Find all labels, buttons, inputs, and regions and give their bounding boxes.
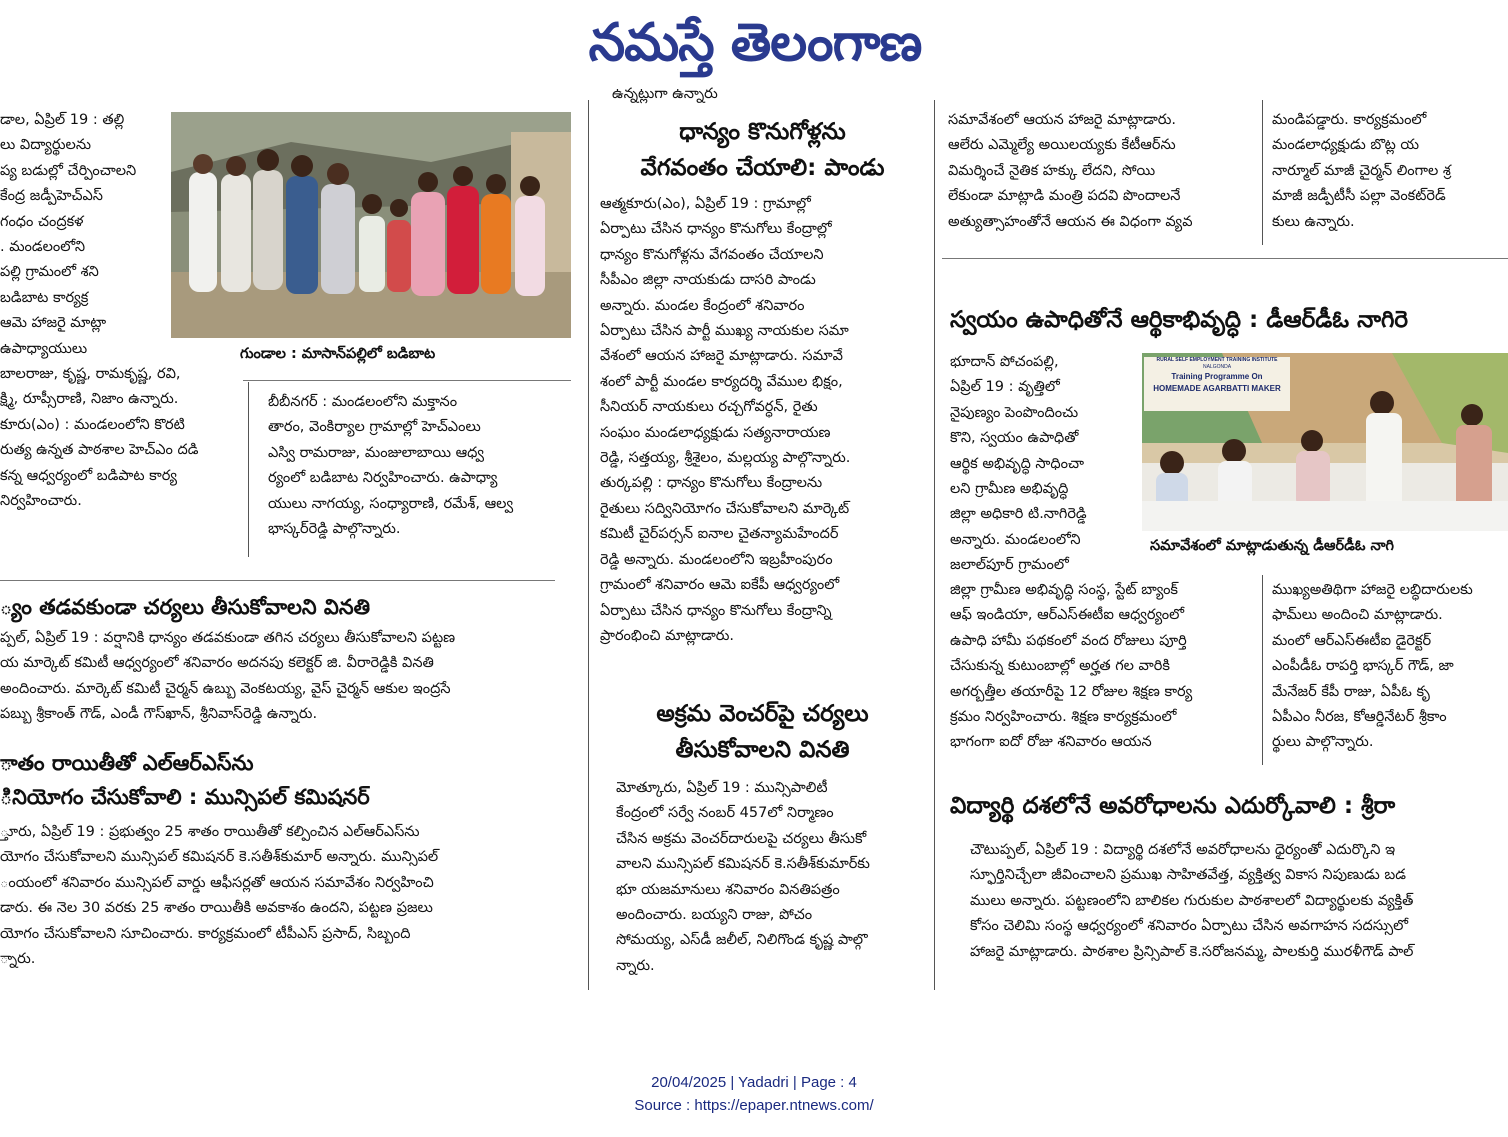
text-line: లని గ్రామీణ అభివృద్ధి — [950, 481, 1069, 498]
col1-story2-headline: ్యం తడవకుండా చర్యలు తీసుకోవాలని వినతి — [0, 595, 371, 619]
col2-story2-headline-1: అక్రమ వెంచర్‌పై చర్యలు — [656, 701, 869, 727]
caption-underline — [243, 380, 571, 381]
col3-divider-1 — [942, 258, 1508, 259]
text-line: ఏర్పాటు చేసిన పార్టీ ముఖ్య నాయకుల సమా — [600, 323, 849, 340]
text-line: మేనేజర్ కేపీ రాజు, ఏపీఓ కృ — [1272, 683, 1430, 700]
col2-story2-text — [600, 776, 925, 979]
training-banner — [1146, 357, 1288, 411]
text-line: మండలాధ్యక్షుడు బొట్ల య — [1272, 137, 1420, 154]
text-line: రెడ్డి, సత్తయ్య, శ్రీశైలం, మల్లయ్య పాల్గొన్నారు. — [600, 450, 851, 467]
col3-topB — [1272, 108, 1508, 248]
col3-story1b-text — [950, 578, 1262, 756]
col2-story1 — [600, 114, 925, 694]
text-line: ర్థులు పాల్గొన్నారు. — [1272, 734, 1374, 751]
col2-top-fragment-text: ఉన్నట్లుగా ఉన్నారు — [612, 86, 718, 102]
text-line: ఏర్పాటు చేసిన ధాన్యం కొనుగోలు కేంద్రాన్ని — [600, 602, 832, 619]
col3-story1c-text — [1272, 578, 1508, 756]
col1-story3-headline-2: ినియోగం చేసుకోవాలి : మున్సిపల్ కమిషనర్ — [0, 785, 370, 809]
text-line: ప్పల్, ఏప్రిల్ 19 : వర్షానికి ధాన్యం తడవకుండా తగిన చర్యలు తీసుకోవాలని పట్టణ — [0, 630, 456, 646]
text-line: డాల, ఏప్రిల్ 19 : తల్లి — [0, 112, 125, 128]
text-line: మాజీ జడ్పీటీసీ పల్లా వెంకట్‌రెడ్ — [1272, 188, 1446, 205]
text-line: క్ష్మి, రూప్సీరాణి, నిజాం ఉన్నారు. — [0, 391, 179, 408]
banner-line-2: NALGONDA — [1202, 364, 1232, 370]
text-line: రుత్య ఉన్నత పాఠశాల హెచ్ఎం దడి — [0, 442, 199, 459]
text-line: అత్యుత్సాహంతోనే ఆయన ఈ విధంగా వ్యవ — [948, 213, 1193, 230]
text-line: కూరు(ఎం) : మండలంలోని కొరటి — [0, 416, 185, 433]
text-line: సీపీఎం జిల్లా నాయకుడు దాసరి పాండు — [600, 272, 816, 289]
column-divider-1 — [588, 100, 589, 990]
text-line: ఏపీఎం నీరజ, కోఆర్డినేటర్ శ్రీకాం — [1272, 709, 1447, 726]
text-line: చౌటుప్పల్, ఏప్రిల్ 19 : విద్యార్థి దశలోనే అవరోధాలను ధైర్యంతో ఎదుర్కొని ఇ — [970, 842, 1396, 858]
text-line: భూదాన్ పోచంపల్లి, — [950, 354, 1059, 370]
col1-story3 — [0, 746, 580, 996]
text-line: పల్లి గ్రామంలో శని — [0, 264, 99, 281]
col2-story2-headline-2: తీసుకోవాలని వినతి — [675, 737, 850, 763]
text-line: నార్మూల్ మాజీ చైర్మన్ లింగాల శ్ర — [1272, 162, 1451, 179]
text-line: ఎస్వి రామరాజు, మంజులాబాయి ఆధ్వ — [268, 444, 484, 461]
text-line: ్నారు. — [0, 951, 36, 968]
column-divider-2 — [934, 100, 935, 990]
col3-topB-text — [1272, 108, 1508, 235]
col1-story1-text — [0, 108, 199, 515]
col2-story1-text — [600, 192, 925, 649]
col3-story1-headline-wrap — [950, 302, 1508, 342]
col1-inner-divider — [248, 382, 249, 557]
text-line: కేంద్ర జడ్పీహెచ్ఎస్ — [0, 188, 103, 205]
col3-story1 — [950, 350, 1142, 580]
text-line: నిర్వహించారు. — [0, 493, 82, 510]
text-line: ముఖ్యఅతిథిగా హాజరై లబ్ధిదారులకు — [1272, 582, 1473, 598]
col3-story1b — [950, 578, 1262, 768]
text-line: లేకుండా మాట్లాడి మంత్రి పదవి పొందాలనే — [948, 188, 1181, 205]
masthead-title: నమస్తే తెలంగాణ — [588, 13, 922, 73]
text-line: అందించారు. బయ్యని రాజు, పోచం — [616, 907, 813, 924]
col2-story1-headline-2: వేగవంతం చేయాలి: పాండు — [640, 155, 885, 181]
text-line: అగర్బత్తీల తయారీపై 12 రోజుల శిక్షణ కార్య — [950, 683, 1193, 700]
text-line: జిల్లా అధికారి టి.నాగిరెడ్డి — [950, 506, 1087, 523]
text-line: సమావేశంలో ఆయన హాజరై మాట్లాడారు. — [948, 112, 1176, 128]
col3-topA — [948, 108, 1260, 248]
col1-story3-headline-1: ాతం రాయితీతో ఎల్ఆర్ఎస్‌ను — [0, 751, 254, 775]
text-line: ంయంలో శనివారం మున్సిపల్ వార్డు ఆఫీసర్లతో ఆయన సమావేశం నిర్వహించి — [0, 874, 434, 891]
text-line: యోగం చేసుకోవాలని సూచించారు. కార్యక్రమంలో టీపీఎస్ ప్రసాద్, సిబ్బంది — [0, 925, 411, 942]
text-line: తారం, వెంకిర్యాల గ్రామాల్లో హెచ్ఎంలు — [268, 419, 481, 436]
text-line: సంఘం మండలాధ్యక్షుడు సత్యనారాయణ — [600, 424, 831, 441]
text-line: ధాన్యం కొనుగోళ్లను వేగవంతం చేయాలని — [600, 246, 824, 263]
banner-line-1: RURAL SELF EMPLOYMENT TRAINING INSTITUTE — [1156, 357, 1278, 363]
photo-rseti-training — [1142, 353, 1508, 531]
col1-divider-1 — [0, 580, 555, 581]
text-line: ఏర్పాటు చేసిన ధాన్యం కొనుగోలు కేంద్రాల్లో — [600, 221, 832, 238]
text-line: మోత్కూరు, ఏప్రిల్ 19 : మున్సిపాలిటీ — [616, 780, 828, 796]
text-line: ఆర్థిక అభివృద్ధి సాధించా — [950, 455, 1084, 472]
col2-story1-headline-1: ధాన్యం కొనుగోళ్లను — [679, 119, 846, 145]
footer-source: Source : https://epaper.ntnews.com/ — [634, 1097, 874, 1114]
text-line: రైతులు సద్వినియోగం చేసుకోవాలని మార్కెట్ — [600, 500, 850, 517]
text-line: బాలరాజు, కృష్ణ, రామకృష్ణ, రవి, — [0, 366, 181, 383]
col1-story2-text — [0, 626, 580, 728]
text-line: ములు అన్నారు. పట్టణంలోని బాలికల గురుకుల పాఠశాలలో విద్యార్థులకు వ్యక్తిత్ — [970, 892, 1414, 909]
photo-caption-gundala: గుండాల : మాసాన్‌పల్లిలో బడిబాట — [240, 346, 436, 362]
text-line: మండిపడ్డారు. కార్యక్రమంలో — [1272, 112, 1427, 128]
text-line: గంధం చంద్రకళ — [0, 213, 84, 230]
text-line: ఏప్రిల్ 19 : వృత్తిలో — [950, 379, 1060, 396]
text-line: అందించారు. మార్కెట్ కమిటీ చైర్మన్ ఉబ్బు వెంకటయ్య, వైస్ చైర్మన్ ఆకుల ఇంద్రసే — [0, 680, 451, 697]
text-line: . మండలంలోని — [0, 239, 86, 256]
text-line: కమిటీ చైర్‌పర్సన్ ఐనాల చైతన్యామహేందర్ — [600, 526, 839, 543]
text-line: శంలో పార్టీ మండల కార్యదర్శి వేముల భిక్షం, — [600, 373, 843, 390]
text-line: ఫామ్‌లు అందించి మాట్లాడారు. — [1272, 607, 1443, 624]
text-line: గ్రామంలో శనివారం ఆమె ఐకేపీ ఆధ్వర్యంలో — [600, 577, 840, 594]
text-line: వాలని మున్సిపల్ కమిషనర్ కె.సతీశ్‌కుమార్‌కు — [616, 856, 870, 873]
text-line: సోమయ్య, ఎస్‌డీ జలీల్, నిలిగొండ కృష్ణ పాల్గొ — [616, 932, 868, 949]
text-line: నైపుణ్యం పెంపొందించు — [950, 404, 1079, 421]
col1-bibinagar-text — [268, 390, 578, 542]
text-line: ్తూరు, ఏప్రిల్ 19 : ప్రభుత్వం 25 శాతం రాయితీతో కల్పించిన ఎల్ఆర్ఎస్‌ను — [0, 824, 420, 840]
col3-story1-headline: స్వయం ఉపాధితోనే ఆర్థికాభివృద్ధి : డీఆర్‌డీఓ నాగిరె — [950, 307, 1409, 333]
text-line: పబ్బు శ్రీకాంత్ గౌడ్, ఎండీ గౌస్‌ఖాన్, శ్రీనివాస్‌రెడ్డి ఉన్నారు. — [0, 706, 318, 723]
text-line: కులు ఉన్నారు. — [1272, 213, 1355, 230]
text-line: ఆఫ్ ఇండియా, ఆర్ఎస్ఈటీఐ ఆధ్వర్యంలో — [950, 607, 1185, 624]
text-line: జలాల్‌పూర్ గ్రామంలో — [950, 557, 1069, 574]
text-line: బీబీనగర్ : మండలంలోని మక్తానం — [268, 394, 458, 410]
col1-story3-text — [0, 820, 580, 972]
col3-mid-divider — [1262, 575, 1263, 765]
col1-story2 — [0, 590, 580, 740]
text-line: కన్న ఆధ్వర్యంలో బడిపాట కార్య — [0, 467, 177, 484]
text-line: స్ఫూర్తినిచ్చేలా జీవించాలని ప్రముఖ సాహితవేత్త, వ్యక్తిత్వ వికాస నిపుణుడు బడ — [970, 867, 1407, 884]
text-line: అన్నారు. మండలంలోని — [950, 531, 1081, 548]
col2-top-fragment — [612, 86, 752, 108]
col1-story1 — [0, 108, 199, 568]
text-line: హాజరై మాట్లాడారు. పాఠశాల ప్రిన్సిపాల్ కె.సరోజనమ్మ, పాలకుర్తి మురళీగౌడ్ పాల్ — [970, 943, 1414, 960]
text-line: కొని, స్వయం ఉపాధితో — [950, 430, 1079, 447]
text-line: క్రమం నిర్వహించారు. శిక్షణ కార్యక్రమంలో — [950, 709, 1177, 726]
text-line: చేసుకున్న కుటుంబాల్లో అర్హత గల వారికి — [950, 658, 1170, 675]
text-line: ఎంపీడీఓ రాపర్తి భాస్కర్ గౌడ్, జా — [1272, 658, 1454, 675]
col3-photo-caption-wrap — [1150, 538, 1508, 562]
text-line: ఆమె హాజరై మాట్లా — [0, 315, 107, 332]
col3-story2-text — [950, 838, 1508, 965]
text-line: వేశంలో ఆయన హాజరై మాట్లాడారు. సమావే — [600, 348, 843, 365]
banner-line-3: Training Programme On — [1171, 372, 1263, 381]
col3-story2-headline: విద్యార్థి దశలోనే అవరోధాలను ఎదుర్కోవాలి : శ్రీరా — [950, 793, 1396, 819]
footer-date-edition: 20/04/2025 | Yadadri | Page : 4 — [651, 1074, 857, 1091]
text-line: భాగంగా ఐదో రోజు శనివారం ఆయన — [950, 734, 1152, 751]
text-line: ఉపాధి హామీ పథకంలో వంద రోజులు పూర్తి — [950, 632, 1187, 649]
text-line: బడిబాట కార్యక్ర — [0, 289, 89, 306]
col3-story1-text — [950, 350, 1142, 579]
text-line: డారు. ఈ నెల 30 వరకు 25 శాతం రాయితీకి అవకాశం ఉందని, పట్టణ ప్రజలు — [0, 900, 433, 917]
text-line: భాస్కర్‌రెడ్డి పాల్గొన్నారు. — [268, 521, 401, 538]
text-line: యోగం చేసుకోవాలని మున్సిపల్ కమిషనర్ కె.సతీశ్‌కుమార్ అన్నారు. మున్సిపల్ — [0, 849, 439, 866]
text-line: సీనియర్ నాయకులు రచ్చగోవర్ధన్, రైతు — [600, 399, 818, 416]
text-line: జిల్లా గ్రామీణ అభివృద్ధి సంస్థ, స్టేట్ బ్యాంక్ — [950, 582, 1178, 598]
col3-story1c — [1272, 578, 1508, 768]
text-line: అన్నారు. మండల కేంద్రంలో శనివారం — [600, 297, 805, 314]
text-line: న్నారు. — [616, 957, 655, 974]
banner-line-4: HOMEMADE AGARBATTI MAKER — [1153, 384, 1281, 393]
col3-top-divider — [1262, 100, 1263, 245]
photo-badibata-gundala — [171, 112, 571, 338]
text-line: రెడ్డి అన్నారు. మండలంలోని ఇబ్రహీంపురం — [600, 551, 833, 568]
col2-story2 — [600, 696, 925, 996]
col3-story2 — [950, 838, 1508, 998]
text-line: ప్య బడుల్లో చేర్పించాలని — [0, 162, 137, 179]
text-line: ఆత్మకూరు(ఎం), ఏప్రిల్ 19 : గ్రామాల్లో — [600, 196, 811, 212]
col1-bibinagar — [268, 390, 578, 560]
text-line: మంలో ఆర్ఎస్ఈటీఐ డైరెక్టర్ — [1272, 632, 1432, 649]
photo-badibata-image — [171, 112, 571, 338]
col3-story2-headline-wrap — [950, 788, 1508, 828]
col3-photo-caption: సమావేశంలో మాట్లాడుతున్న డీఆర్‌డీఓ నాగి — [1150, 538, 1394, 554]
text-line: విమర్శించే నైతిక హక్కు లేదని, సోయి — [948, 162, 1156, 179]
text-line: ర్యంలో బడిబాట నిర్వహించారు. ఉపాధ్యా — [268, 470, 498, 487]
text-line: యులు నాగయ్య, సంధ్యారాణి, రమేశ్, ఆల్వ — [268, 495, 514, 512]
text-line: య మార్కెట్ కమిటీ ఆధ్వర్యంలో శనివారం అదనపు కలెక్టర్ జి. వీరారెడ్డికి వినతి — [0, 655, 434, 672]
text-line: చేసిన అక్రమ వెంచర్‌దారులపై చర్యలు తీసుకో — [616, 830, 867, 847]
text-line: ఆలేరు ఎమ్మెల్యే అయిలయ్యకు కేటీఆర్‌ను — [948, 137, 1176, 154]
text-line: లు విద్యార్థులను — [0, 137, 92, 154]
text-line: ప్రారంభించి మాట్లాడారు. — [600, 627, 735, 644]
text-line: కేంద్రంలో సర్వే నంబర్ 457లో నిర్మాణం — [616, 805, 834, 822]
text-line: భూ యజమానులు శనివారం వినతిపత్రం — [616, 881, 840, 898]
col3-topA-text — [948, 108, 1260, 235]
text-line: తుర్కపల్లి : ధాన్యం కొనుగోలు కేంద్రాలను — [600, 475, 823, 492]
text-line: కోసం చెలిమి సంస్థ ఆధ్వర్యంలో శనివారం ఏర్పాటు చేసిన అవగాహన సదస్సులో — [970, 918, 1409, 935]
text-line: ఉపాధ్యాయులు — [0, 340, 88, 357]
